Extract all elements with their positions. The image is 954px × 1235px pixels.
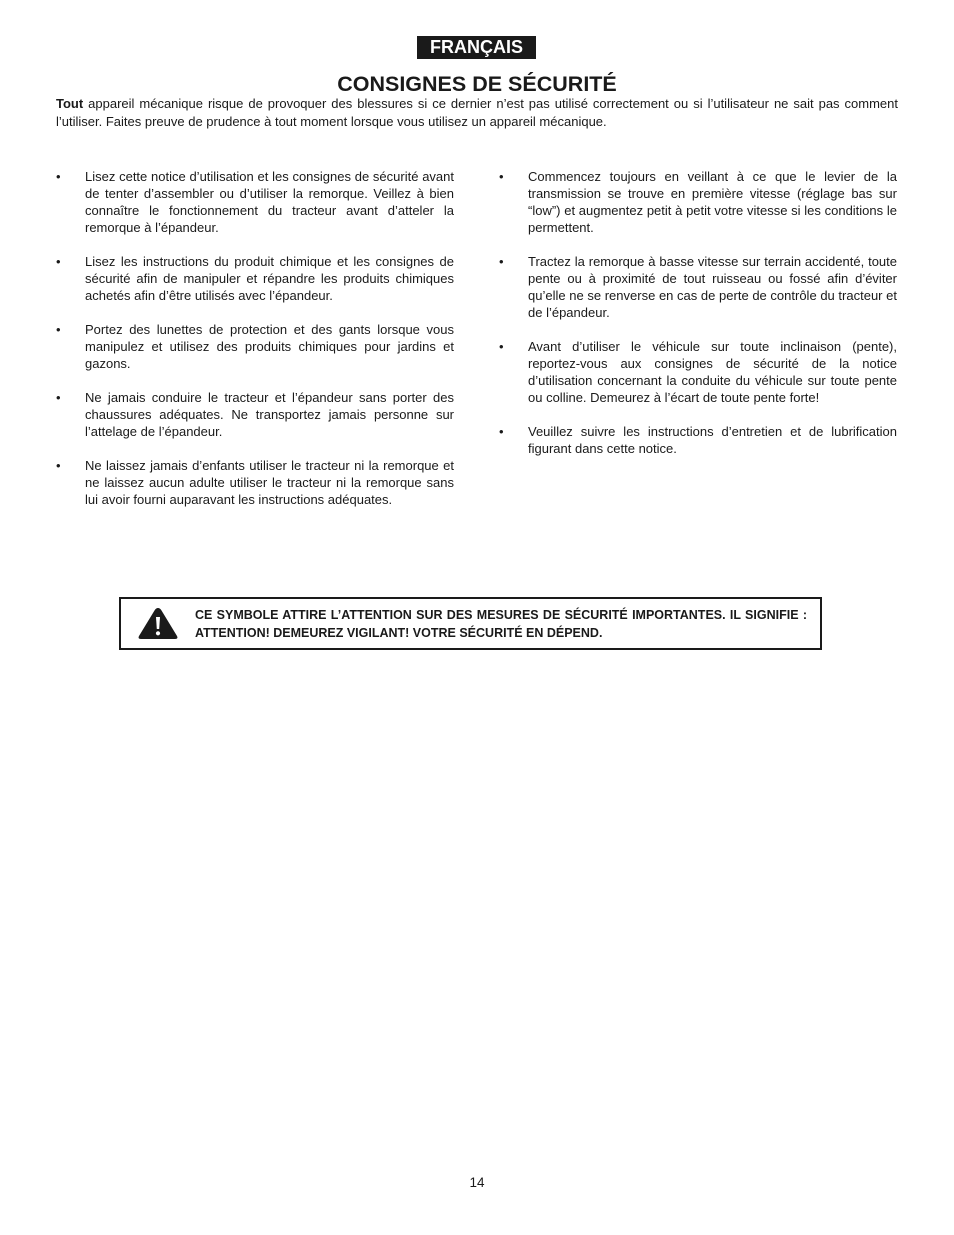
list-item — [56, 321, 454, 372]
safety-warning-box — [119, 597, 822, 650]
bullet: • — [499, 254, 504, 269]
list-item — [56, 253, 454, 304]
list-item-text: Lisez cette notice d’utilisation et les consignes de sécurité avant de tenter d’assembler ou d’utiliser la remorque. Veillez à bien connaître le fonctionnement du tracteur avant d’atteler la remorque à l’épandeur. — [85, 169, 454, 235]
list-item — [499, 338, 897, 406]
intro-text: appareil mécanique risque de provoquer des blessures si ce dernier n’est pas utilisé correctement ou si l’utilisateur ne sait pas comment l’utiliser. Faites preuve de prudence à tout moment lorsque vous utilisez un appareil mécanique. — [56, 96, 898, 129]
intro-lead: Tout — [56, 96, 84, 111]
bullet: • — [56, 254, 61, 269]
bullet: • — [499, 339, 504, 354]
list-item — [499, 423, 897, 457]
list-item-text: Tractez la remorque à basse vitesse sur terrain accidenté, toute pente ou à proximité de tout ruisseau ou fossé afin d’éviter qu’elle ne se renverse en cas de perte de contrôle du tracteur et de l’épandeur. — [528, 254, 897, 320]
intro-paragraph — [56, 95, 898, 130]
list-item-text: Lisez les instructions du produit chimique et les consignes de sécurité afin de manipuler et répandre les produits chimiques achetés afin d’être utilisés avec l’épandeur. — [85, 254, 454, 303]
safety-list-right — [499, 168, 897, 474]
page-number: 14 — [469, 1175, 485, 1190]
safety-list-left — [56, 168, 454, 525]
list-item-text: Ne laissez jamais d’enfants utiliser le tracteur ni la remorque et ne laissez aucun adulte utiliser le tracteur ni la remorque sans lui avoir fourni auparavant les instructions adéquates. — [85, 458, 454, 507]
list-item-text: Veuillez suivre les instructions d’entretien et de lubrification figurant dans cette notice. — [528, 424, 897, 456]
warning-triangle-icon — [137, 606, 179, 641]
list-item-text: Ne jamais conduire le tracteur et l’épandeur sans porter des chaussures adéquates. Ne transportez jamais personne sur l’attelage de l’épandeur. — [85, 390, 454, 439]
warning-text: CE SYMBOLE ATTIRE L’ATTENTION SUR DES MESURES DE SÉCURITÉ IMPORTANTES. IL SIGNIFIE : ATTENTION! DEMEUREZ VIGILANT! VOTRE SÉCURITÉ EN DÉPEND. — [195, 608, 807, 640]
list-item-text: Avant d’utiliser le véhicule sur toute inclinaison (pente), reportez-vous aux consignes de sécurité de la notice d’utilisation concernant la conduite du véhicule sur toute pente ou colline. Demeurez à l’écart de toute pente forte! — [528, 339, 897, 405]
list-item-text: Portez des lunettes de protection et des gants lorsque vous manipulez et utilisez des produits chimiques pour jardins et gazons. — [85, 322, 454, 371]
list-item — [56, 457, 454, 508]
bullet: • — [56, 169, 61, 184]
bullet: • — [56, 458, 61, 473]
bullet: • — [56, 390, 61, 405]
list-item — [56, 168, 454, 236]
bullet: • — [499, 169, 504, 184]
list-item — [499, 253, 897, 321]
bullet: • — [56, 322, 61, 337]
list-item — [499, 168, 897, 236]
page-title: CONSIGNES DE SÉCURITÉ — [337, 72, 617, 96]
list-item — [56, 389, 454, 440]
list-item-text: Commencez toujours en veillant à ce que le levier de la transmission se trouve en première vitesse (réglage bas sur “low”) et augmentez petit à petit votre vitesse si les conditions le permettent. — [528, 169, 897, 235]
bullet: • — [499, 424, 504, 439]
language-badge: FRANÇAIS — [417, 36, 536, 59]
